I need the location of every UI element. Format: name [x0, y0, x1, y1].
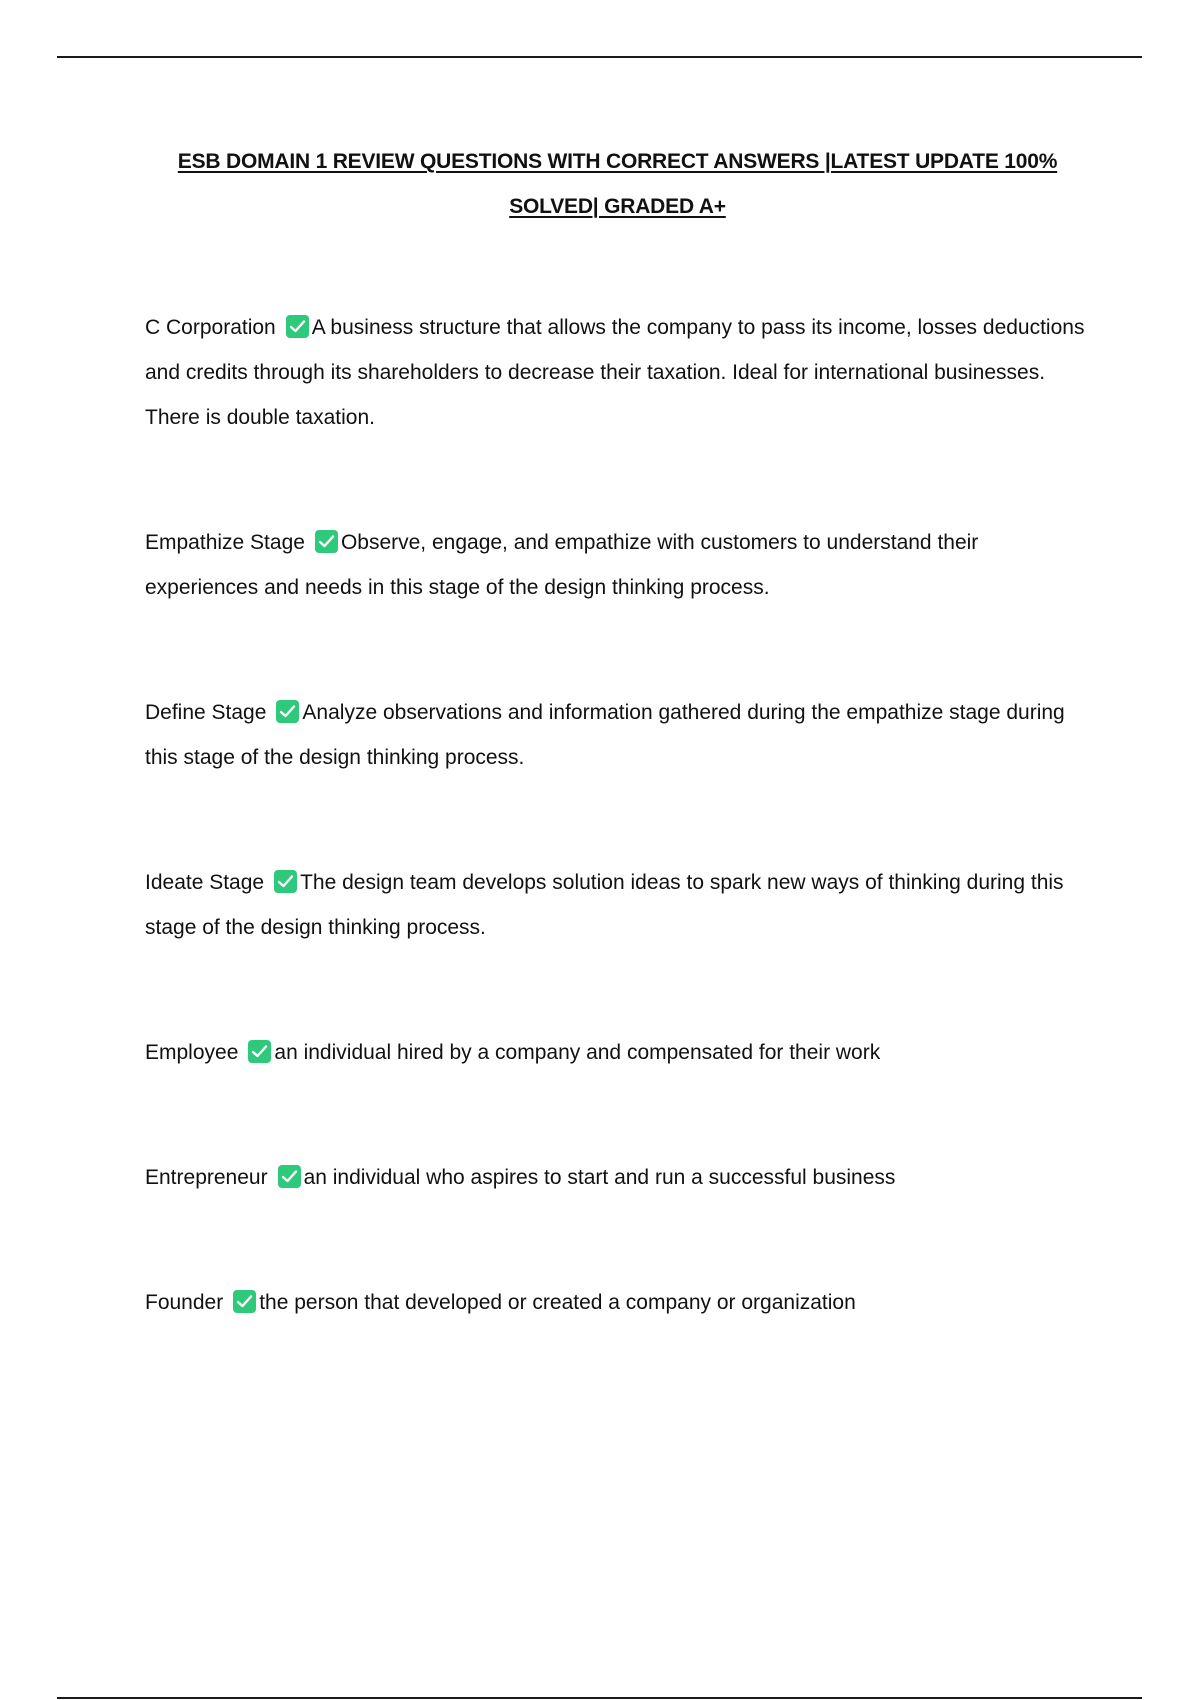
document-title: ESB DOMAIN 1 REVIEW QUESTIONS WITH CORRECT ANSWERS |LATEST UPDATE 100% SOLVED| GRADED A+ — [177, 150, 1058, 218]
check-icon — [233, 1290, 256, 1313]
entry-term: Define Stage — [145, 701, 267, 724]
list-item — [145, 1030, 1095, 1075]
list-item — [145, 305, 1095, 440]
entry-definition: A business structure that allows the company to pass its income, losses deductions and credits through its shareholders to decrease their taxation. Ideal for international businesses. There is double taxation. — [145, 316, 1085, 429]
check-icon — [315, 530, 338, 553]
entry-term: Entrepreneur — [145, 1166, 268, 1189]
entry-definition: the person that developed or created a company or organization — [259, 1291, 856, 1314]
list-item — [145, 690, 1095, 780]
list-item — [145, 1155, 1095, 1200]
entry-term: Ideate Stage — [145, 871, 265, 894]
entry-definition: Observe, engage, and empathize with customers to understand their experiences and needs in this stage of the design thinking process. — [145, 531, 979, 599]
top-divider — [57, 56, 1142, 58]
entry-definition: The design team develops solution ideas to spark new ways of thinking during this stage of the design thinking process. — [145, 871, 1064, 939]
entry-term: Empathize Stage — [145, 531, 305, 554]
list-item — [145, 1280, 1095, 1325]
check-icon — [274, 870, 297, 893]
check-icon — [276, 700, 299, 723]
list-item — [145, 860, 1095, 950]
bottom-divider — [57, 1697, 1142, 1699]
check-icon — [248, 1040, 271, 1063]
entry-definition: Analyze observations and information gathered during the empathize stage during this stage of the design thinking process. — [145, 701, 1065, 769]
entry-term: Founder — [145, 1291, 224, 1314]
list-item — [145, 520, 1095, 610]
check-icon — [286, 315, 309, 338]
entry-term: C Corporation — [145, 316, 276, 339]
entry-term: Employee — [145, 1041, 239, 1064]
entry-list — [145, 305, 1095, 1405]
entry-definition: an individual who aspires to start and run a successful business — [303, 1166, 896, 1189]
entry-definition: an individual hired by a company and compensated for their work — [274, 1041, 881, 1064]
check-icon — [278, 1165, 301, 1188]
